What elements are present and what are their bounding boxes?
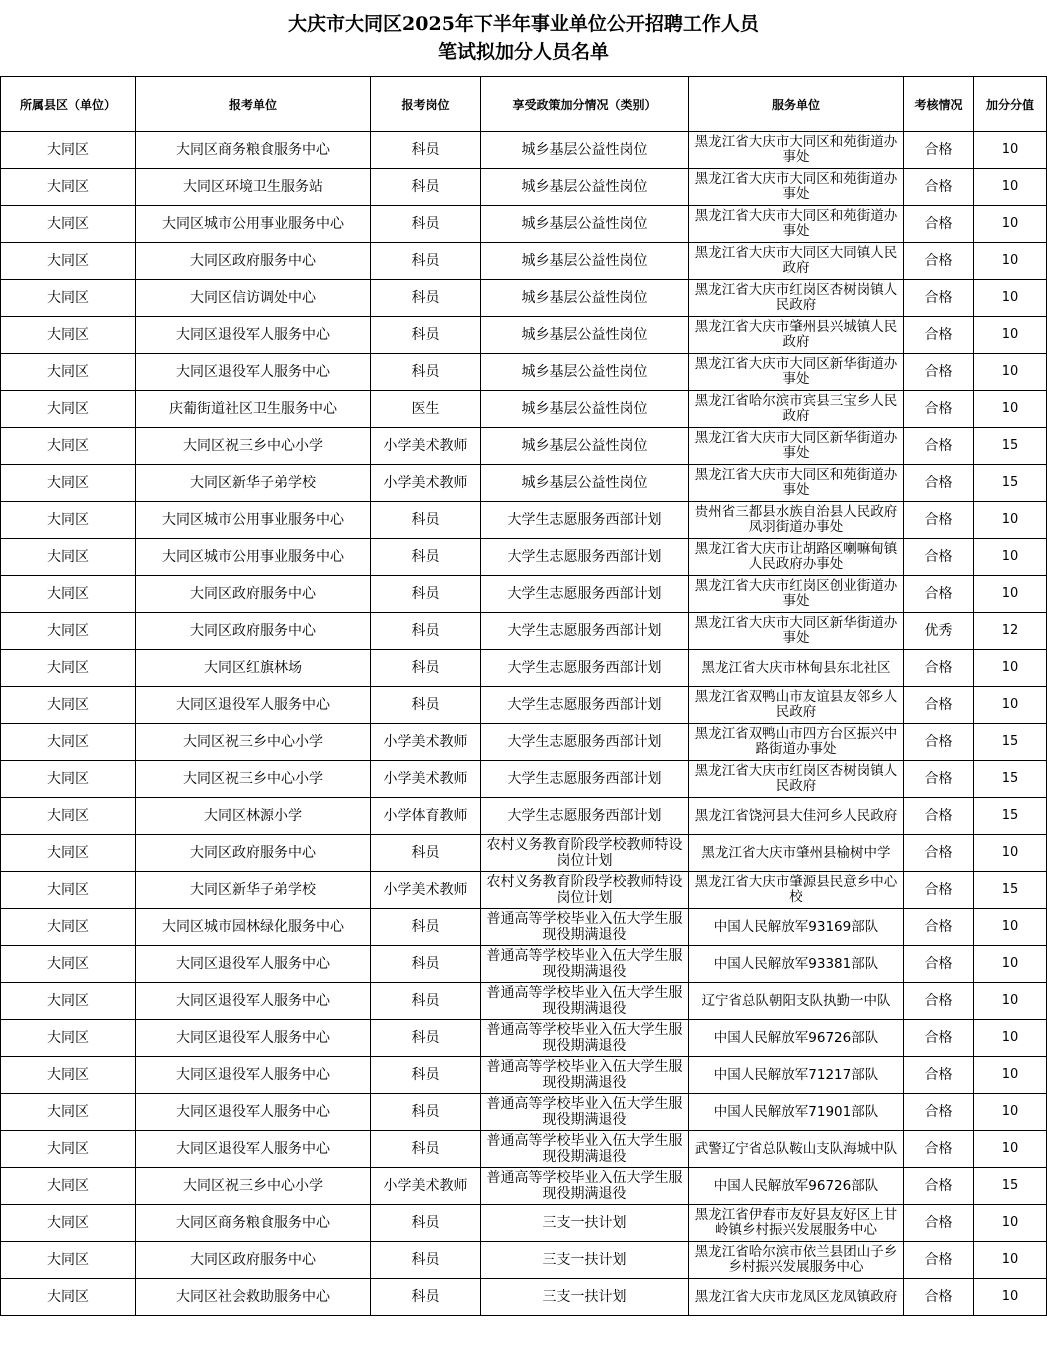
cell-position: 科员 <box>371 169 481 206</box>
title-line-2: 笔试拟加分人员名单 <box>437 41 609 63</box>
cell-unit: 大同区退役军人服务中心 <box>136 354 371 391</box>
cell-service-unit: 黑龙江省大庆市肇源县民意乡中心校 <box>689 872 904 909</box>
cell-assessment: 合格 <box>904 835 974 872</box>
cell-district: 大同区 <box>1 502 136 539</box>
cell-service-unit: 黑龙江省大庆市大同区和苑街道办事处 <box>689 465 904 502</box>
cell-position: 科员 <box>371 132 481 169</box>
cell-district: 大同区 <box>1 280 136 317</box>
cell-assessment: 合格 <box>904 983 974 1020</box>
cell-assessment: 合格 <box>904 502 974 539</box>
cell-district: 大同区 <box>1 539 136 576</box>
cell-district: 大同区 <box>1 206 136 243</box>
table-row <box>1 428 1047 465</box>
cell-unit: 大同区环境卫生服务站 <box>136 169 371 206</box>
cell-district: 大同区 <box>1 613 136 650</box>
cell-assessment: 合格 <box>904 280 974 317</box>
cell-position: 科员 <box>371 502 481 539</box>
cell-unit: 大同区社会救助服务中心 <box>136 1279 371 1316</box>
cell-district: 大同区 <box>1 169 136 206</box>
cell-assessment: 合格 <box>904 798 974 835</box>
cell-policy: 三支一扶计划 <box>481 1242 689 1279</box>
cell-bonus: 10 <box>974 169 1047 206</box>
cell-policy: 普通高等学校毕业入伍大学生服现役期满退役 <box>481 1057 689 1094</box>
cell-service-unit: 黑龙江省饶河县大佳河乡人民政府 <box>689 798 904 835</box>
cell-policy: 普通高等学校毕业入伍大学生服现役期满退役 <box>481 946 689 983</box>
header-district: 所属县区（单位） <box>1 77 136 132</box>
cell-service-unit: 黑龙江省双鸭山市四方台区振兴中路街道办事处 <box>689 724 904 761</box>
cell-policy: 农村义务教育阶段学校教师特设岗位计划 <box>481 872 689 909</box>
table-row <box>1 354 1047 391</box>
cell-district: 大同区 <box>1 946 136 983</box>
table-row <box>1 132 1047 169</box>
table-row <box>1 1279 1047 1316</box>
cell-policy: 城乡基层公益性岗位 <box>481 169 689 206</box>
cell-policy: 大学生志愿服务西部计划 <box>481 650 689 687</box>
cell-position: 科员 <box>371 1020 481 1057</box>
cell-district: 大同区 <box>1 243 136 280</box>
cell-service-unit: 黑龙江省大庆市大同区大同镇人民政府 <box>689 243 904 280</box>
table-body <box>1 132 1047 1316</box>
cell-bonus: 10 <box>974 650 1047 687</box>
cell-policy: 城乡基层公益性岗位 <box>481 243 689 280</box>
cell-policy: 大学生志愿服务西部计划 <box>481 724 689 761</box>
cell-bonus: 15 <box>974 428 1047 465</box>
table-row <box>1 1020 1047 1057</box>
cell-service-unit: 黑龙江省哈尔滨市宾县三宝乡人民政府 <box>689 391 904 428</box>
cell-district: 大同区 <box>1 1205 136 1242</box>
cell-assessment: 合格 <box>904 724 974 761</box>
cell-unit: 大同区城市公用事业服务中心 <box>136 539 371 576</box>
cell-policy: 大学生志愿服务西部计划 <box>481 576 689 613</box>
table-row <box>1 724 1047 761</box>
header-position: 报考岗位 <box>371 77 481 132</box>
cell-assessment: 合格 <box>904 1131 974 1168</box>
header-unit: 报考单位 <box>136 77 371 132</box>
cell-service-unit: 黑龙江省大庆市红岗区创业街道办事处 <box>689 576 904 613</box>
cell-assessment: 合格 <box>904 169 974 206</box>
table-row <box>1 465 1047 502</box>
table-row <box>1 206 1047 243</box>
cell-service-unit: 黑龙江省大庆市大同区和苑街道办事处 <box>689 132 904 169</box>
cell-bonus: 10 <box>974 1279 1047 1316</box>
cell-policy: 普通高等学校毕业入伍大学生服现役期满退役 <box>481 983 689 1020</box>
table-row <box>1 983 1047 1020</box>
cell-policy: 大学生志愿服务西部计划 <box>481 502 689 539</box>
cell-service-unit: 黑龙江省伊春市友好县友好区上甘岭镇乡村振兴发展服务中心 <box>689 1205 904 1242</box>
cell-unit: 大同区退役军人服务中心 <box>136 1057 371 1094</box>
cell-service-unit: 中国人民解放军93169部队 <box>689 909 904 946</box>
cell-unit: 大同区退役军人服务中心 <box>136 983 371 1020</box>
cell-service-unit: 黑龙江省大庆市大同区新华街道办事处 <box>689 428 904 465</box>
cell-unit: 大同区商务粮食服务中心 <box>136 132 371 169</box>
header-policy: 享受政策加分情况（类别） <box>481 77 689 132</box>
table-row <box>1 946 1047 983</box>
cell-position: 科员 <box>371 1094 481 1131</box>
cell-position: 科员 <box>371 280 481 317</box>
cell-district: 大同区 <box>1 687 136 724</box>
cell-unit: 大同区商务粮食服务中心 <box>136 1205 371 1242</box>
table-row <box>1 1057 1047 1094</box>
cell-service-unit: 黑龙江省大庆市大同区和苑街道办事处 <box>689 206 904 243</box>
cell-policy: 城乡基层公益性岗位 <box>481 465 689 502</box>
cell-service-unit: 贵州省三都县水族自治县人民政府凤羽街道办事处 <box>689 502 904 539</box>
cell-unit: 大同区祝三乡中心小学 <box>136 724 371 761</box>
cell-unit: 大同区退役军人服务中心 <box>136 317 371 354</box>
cell-position: 小学美术教师 <box>371 1168 481 1205</box>
cell-assessment: 合格 <box>904 1242 974 1279</box>
cell-assessment: 优秀 <box>904 613 974 650</box>
title-line-1: 大庆市大同区2025年下半年事业单位公开招聘工作人员 <box>288 13 759 35</box>
cell-district: 大同区 <box>1 1094 136 1131</box>
cell-policy: 大学生志愿服务西部计划 <box>481 613 689 650</box>
cell-service-unit: 黑龙江省大庆市大同区和苑街道办事处 <box>689 169 904 206</box>
cell-position: 小学美术教师 <box>371 724 481 761</box>
cell-unit: 大同区红旗林场 <box>136 650 371 687</box>
cell-district: 大同区 <box>1 1057 136 1094</box>
cell-district: 大同区 <box>1 354 136 391</box>
cell-unit: 大同区城市公用事业服务中心 <box>136 206 371 243</box>
cell-position: 科员 <box>371 613 481 650</box>
cell-service-unit: 黑龙江省大庆市红岗区杏树岗镇人民政府 <box>689 280 904 317</box>
cell-service-unit: 中国人民解放军96726部队 <box>689 1168 904 1205</box>
cell-assessment: 合格 <box>904 1020 974 1057</box>
cell-policy: 城乡基层公益性岗位 <box>481 391 689 428</box>
cell-bonus: 12 <box>974 613 1047 650</box>
cell-assessment: 合格 <box>904 428 974 465</box>
cell-bonus: 10 <box>974 576 1047 613</box>
cell-bonus: 10 <box>974 1020 1047 1057</box>
cell-policy: 普通高等学校毕业入伍大学生服现役期满退役 <box>481 1131 689 1168</box>
cell-assessment: 合格 <box>904 317 974 354</box>
cell-assessment: 合格 <box>904 132 974 169</box>
cell-position: 小学美术教师 <box>371 428 481 465</box>
cell-position: 科员 <box>371 1131 481 1168</box>
cell-district: 大同区 <box>1 1279 136 1316</box>
page-title <box>0 0 1047 76</box>
cell-district: 大同区 <box>1 1168 136 1205</box>
cell-bonus: 10 <box>974 206 1047 243</box>
cell-district: 大同区 <box>1 132 136 169</box>
cell-district: 大同区 <box>1 576 136 613</box>
cell-district: 大同区 <box>1 724 136 761</box>
cell-service-unit: 中国人民解放军96726部队 <box>689 1020 904 1057</box>
table-row <box>1 502 1047 539</box>
cell-district: 大同区 <box>1 428 136 465</box>
cell-assessment: 合格 <box>904 465 974 502</box>
cell-service-unit: 黑龙江省大庆市龙凤区龙凤镇政府 <box>689 1279 904 1316</box>
cell-policy: 大学生志愿服务西部计划 <box>481 687 689 724</box>
table-row <box>1 909 1047 946</box>
cell-position: 科员 <box>371 539 481 576</box>
cell-position: 科员 <box>371 1057 481 1094</box>
cell-district: 大同区 <box>1 465 136 502</box>
table-row <box>1 576 1047 613</box>
cell-bonus: 10 <box>974 687 1047 724</box>
cell-policy: 普通高等学校毕业入伍大学生服现役期满退役 <box>481 1168 689 1205</box>
cell-service-unit: 中国人民解放军71217部队 <box>689 1057 904 1094</box>
cell-assessment: 合格 <box>904 872 974 909</box>
cell-assessment: 合格 <box>904 243 974 280</box>
cell-policy: 城乡基层公益性岗位 <box>481 354 689 391</box>
cell-bonus: 10 <box>974 502 1047 539</box>
table-row <box>1 687 1047 724</box>
cell-service-unit: 黑龙江省大庆市大同区新华街道办事处 <box>689 354 904 391</box>
cell-assessment: 合格 <box>904 1094 974 1131</box>
cell-assessment: 合格 <box>904 539 974 576</box>
cell-bonus: 15 <box>974 872 1047 909</box>
table-row <box>1 613 1047 650</box>
cell-bonus: 10 <box>974 391 1047 428</box>
cell-policy: 大学生志愿服务西部计划 <box>481 539 689 576</box>
cell-policy: 农村义务教育阶段学校教师特设岗位计划 <box>481 835 689 872</box>
cell-assessment: 合格 <box>904 576 974 613</box>
cell-unit: 大同区祝三乡中心小学 <box>136 428 371 465</box>
cell-unit: 大同区政府服务中心 <box>136 576 371 613</box>
cell-unit: 大同区祝三乡中心小学 <box>136 761 371 798</box>
cell-policy: 城乡基层公益性岗位 <box>481 428 689 465</box>
cell-policy: 普通高等学校毕业入伍大学生服现役期满退役 <box>481 909 689 946</box>
cell-district: 大同区 <box>1 317 136 354</box>
cell-policy: 城乡基层公益性岗位 <box>481 132 689 169</box>
table-row <box>1 539 1047 576</box>
cell-district: 大同区 <box>1 835 136 872</box>
cell-unit: 大同区城市园林绿化服务中心 <box>136 909 371 946</box>
table-row <box>1 391 1047 428</box>
cell-position: 小学体育教师 <box>371 798 481 835</box>
cell-district: 大同区 <box>1 650 136 687</box>
table-row <box>1 280 1047 317</box>
cell-service-unit: 黑龙江省大庆市肇州县兴城镇人民政府 <box>689 317 904 354</box>
table-row <box>1 872 1047 909</box>
cell-unit: 大同区新华子弟学校 <box>136 465 371 502</box>
cell-bonus: 10 <box>974 1131 1047 1168</box>
cell-assessment: 合格 <box>904 687 974 724</box>
cell-assessment: 合格 <box>904 206 974 243</box>
cell-bonus: 15 <box>974 1168 1047 1205</box>
cell-position: 科员 <box>371 243 481 280</box>
cell-district: 大同区 <box>1 872 136 909</box>
cell-policy: 普通高等学校毕业入伍大学生服现役期满退役 <box>481 1094 689 1131</box>
cell-position: 医生 <box>371 391 481 428</box>
cell-assessment: 合格 <box>904 1168 974 1205</box>
cell-unit: 大同区退役军人服务中心 <box>136 1131 371 1168</box>
cell-bonus: 15 <box>974 724 1047 761</box>
cell-position: 科员 <box>371 687 481 724</box>
table-row <box>1 835 1047 872</box>
cell-policy: 三支一扶计划 <box>481 1279 689 1316</box>
table-row <box>1 1205 1047 1242</box>
cell-policy: 城乡基层公益性岗位 <box>481 280 689 317</box>
cell-service-unit: 黑龙江省大庆市林甸县东北社区 <box>689 650 904 687</box>
cell-bonus: 10 <box>974 243 1047 280</box>
cell-assessment: 合格 <box>904 946 974 983</box>
cell-position: 科员 <box>371 354 481 391</box>
cell-bonus: 10 <box>974 354 1047 391</box>
cell-position: 科员 <box>371 1242 481 1279</box>
table-row <box>1 1242 1047 1279</box>
cell-bonus: 10 <box>974 835 1047 872</box>
cell-position: 科员 <box>371 1279 481 1316</box>
cell-assessment: 合格 <box>904 1057 974 1094</box>
cell-policy: 城乡基层公益性岗位 <box>481 206 689 243</box>
cell-unit: 大同区信访调处中心 <box>136 280 371 317</box>
cell-service-unit: 中国人民解放军71901部队 <box>689 1094 904 1131</box>
cell-district: 大同区 <box>1 983 136 1020</box>
cell-service-unit: 辽宁省总队朝阳支队执勤一中队 <box>689 983 904 1020</box>
cell-unit: 大同区退役军人服务中心 <box>136 1020 371 1057</box>
cell-position: 科员 <box>371 946 481 983</box>
cell-service-unit: 黑龙江省大庆市肇州县榆树中学 <box>689 835 904 872</box>
table-row <box>1 1168 1047 1205</box>
cell-district: 大同区 <box>1 1131 136 1168</box>
cell-assessment: 合格 <box>904 354 974 391</box>
cell-service-unit: 黑龙江省大庆市让胡路区喇嘛甸镇人民政府办事处 <box>689 539 904 576</box>
cell-bonus: 10 <box>974 909 1047 946</box>
table-row <box>1 169 1047 206</box>
cell-bonus: 15 <box>974 761 1047 798</box>
table-row <box>1 761 1047 798</box>
cell-policy: 三支一扶计划 <box>481 1205 689 1242</box>
cell-unit: 大同区退役军人服务中心 <box>136 687 371 724</box>
cell-unit: 大同区退役军人服务中心 <box>136 946 371 983</box>
cell-district: 大同区 <box>1 798 136 835</box>
cell-bonus: 10 <box>974 1242 1047 1279</box>
cell-district: 大同区 <box>1 1020 136 1057</box>
cell-assessment: 合格 <box>904 1279 974 1316</box>
cell-district: 大同区 <box>1 1242 136 1279</box>
cell-position: 小学美术教师 <box>371 761 481 798</box>
cell-position: 小学美术教师 <box>371 872 481 909</box>
cell-unit: 大同区林源小学 <box>136 798 371 835</box>
cell-assessment: 合格 <box>904 909 974 946</box>
cell-bonus: 10 <box>974 983 1047 1020</box>
cell-unit: 大同区退役军人服务中心 <box>136 1094 371 1131</box>
cell-policy: 大学生志愿服务西部计划 <box>481 798 689 835</box>
cell-service-unit: 黑龙江省大庆市红岗区杏树岗镇人民政府 <box>689 761 904 798</box>
cell-position: 科员 <box>371 983 481 1020</box>
header-service-unit: 服务单位 <box>689 77 904 132</box>
cell-unit: 庆葡街道社区卫生服务中心 <box>136 391 371 428</box>
cell-service-unit: 武警辽宁省总队鞍山支队海城中队 <box>689 1131 904 1168</box>
cell-position: 科员 <box>371 317 481 354</box>
cell-service-unit: 黑龙江省双鸭山市友谊县友邻乡人民政府 <box>689 687 904 724</box>
cell-bonus: 10 <box>974 132 1047 169</box>
cell-unit: 大同区祝三乡中心小学 <box>136 1168 371 1205</box>
cell-assessment: 合格 <box>904 761 974 798</box>
cell-unit: 大同区政府服务中心 <box>136 613 371 650</box>
cell-service-unit: 黑龙江省哈尔滨市依兰县团山子乡乡村振兴发展服务中心 <box>689 1242 904 1279</box>
cell-bonus: 10 <box>974 317 1047 354</box>
cell-bonus: 15 <box>974 798 1047 835</box>
cell-district: 大同区 <box>1 761 136 798</box>
cell-policy: 城乡基层公益性岗位 <box>481 317 689 354</box>
cell-bonus: 10 <box>974 280 1047 317</box>
cell-position: 科员 <box>371 909 481 946</box>
cell-position: 科员 <box>371 206 481 243</box>
cell-bonus: 10 <box>974 1205 1047 1242</box>
cell-unit: 大同区城市公用事业服务中心 <box>136 502 371 539</box>
cell-bonus: 10 <box>974 1094 1047 1131</box>
header-bonus: 加分分值 <box>974 77 1047 132</box>
cell-service-unit: 黑龙江省大庆市大同区新华街道办事处 <box>689 613 904 650</box>
cell-position: 科员 <box>371 576 481 613</box>
table-row <box>1 243 1047 280</box>
table-row <box>1 798 1047 835</box>
cell-unit: 大同区政府服务中心 <box>136 1242 371 1279</box>
header-assessment: 考核情况 <box>904 77 974 132</box>
cell-position: 科员 <box>371 1205 481 1242</box>
cell-position: 科员 <box>371 835 481 872</box>
table-row <box>1 650 1047 687</box>
cell-position: 科员 <box>371 650 481 687</box>
cell-unit: 大同区政府服务中心 <box>136 243 371 280</box>
cell-unit: 大同区政府服务中心 <box>136 835 371 872</box>
candidate-table <box>0 76 1047 1316</box>
table-row <box>1 1131 1047 1168</box>
cell-district: 大同区 <box>1 391 136 428</box>
table-row <box>1 317 1047 354</box>
cell-assessment: 合格 <box>904 391 974 428</box>
cell-bonus: 10 <box>974 946 1047 983</box>
cell-policy: 普通高等学校毕业入伍大学生服现役期满退役 <box>481 1020 689 1057</box>
cell-position: 小学美术教师 <box>371 465 481 502</box>
cell-unit: 大同区新华子弟学校 <box>136 872 371 909</box>
table-row <box>1 1094 1047 1131</box>
cell-policy: 大学生志愿服务西部计划 <box>481 761 689 798</box>
cell-assessment: 合格 <box>904 650 974 687</box>
cell-bonus: 15 <box>974 465 1047 502</box>
cell-bonus: 10 <box>974 539 1047 576</box>
cell-service-unit: 中国人民解放军93381部队 <box>689 946 904 983</box>
header-row <box>1 77 1047 132</box>
cell-assessment: 合格 <box>904 1205 974 1242</box>
cell-bonus: 10 <box>974 1057 1047 1094</box>
cell-district: 大同区 <box>1 909 136 946</box>
